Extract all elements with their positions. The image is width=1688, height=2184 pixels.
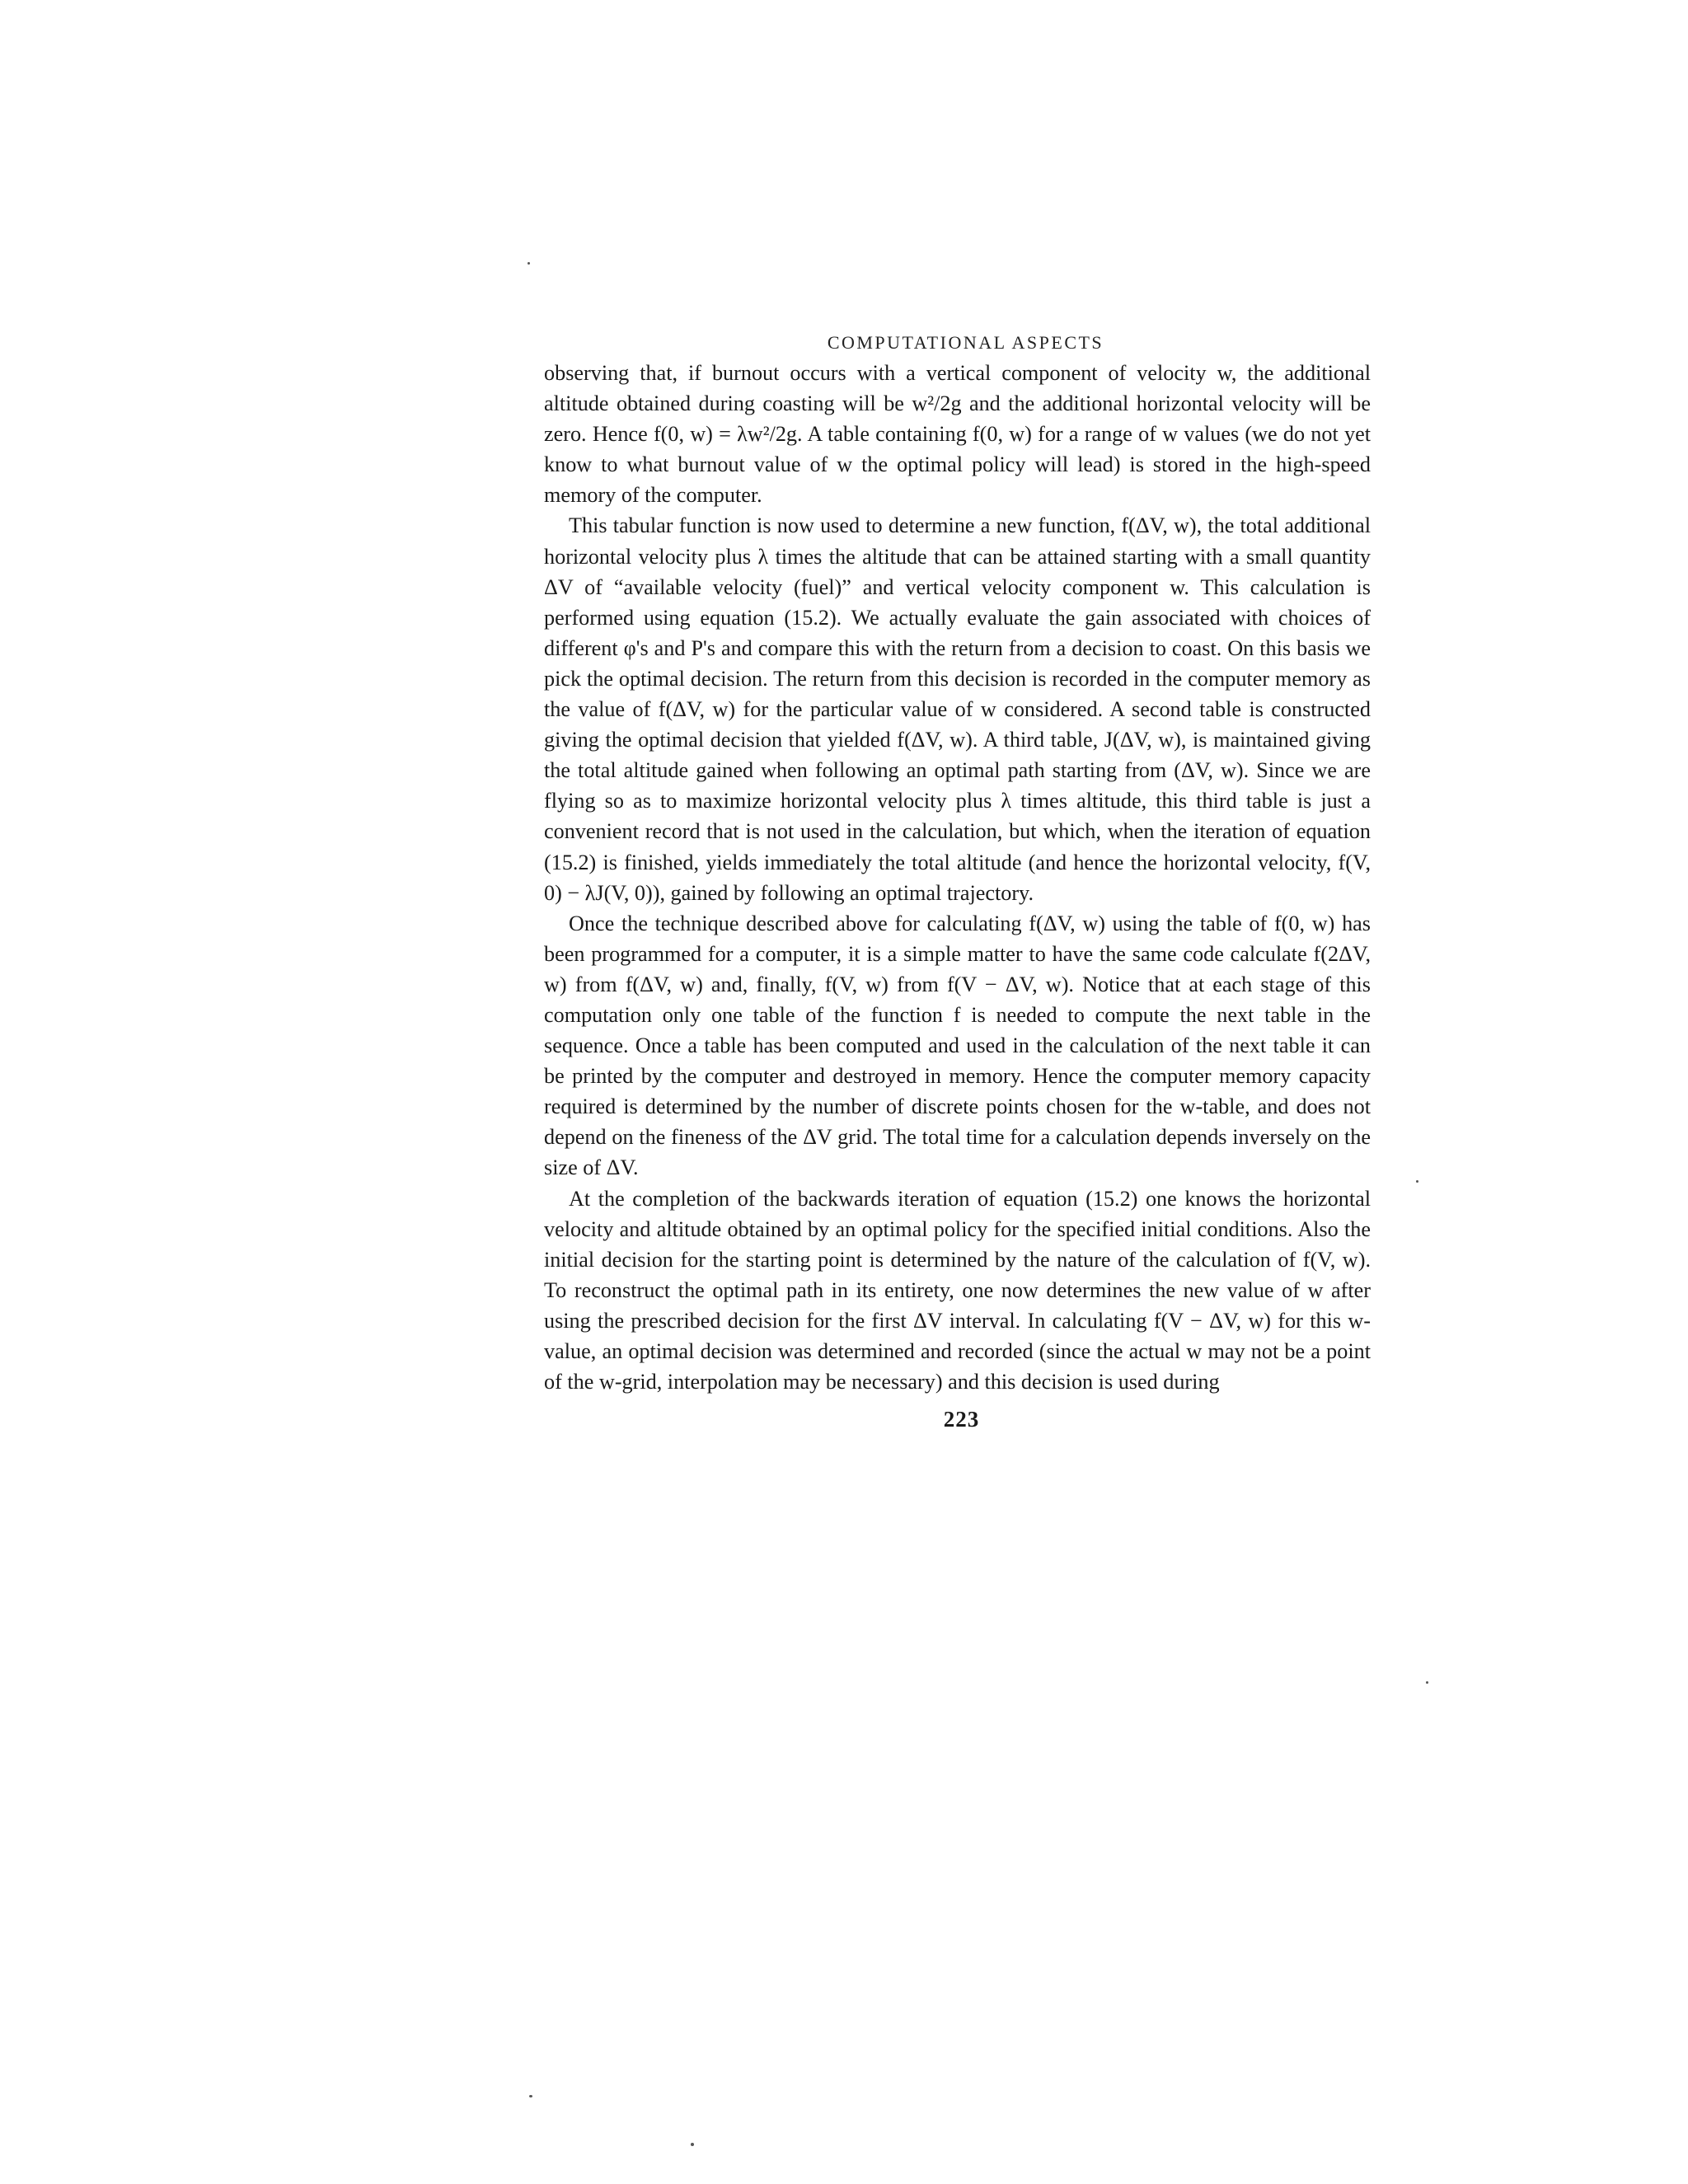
scan-speck — [529, 2095, 532, 2097]
paragraph-1: observing that, if burnout occurs with a vertical component of velocity w, the additional altitude obtained during coasting will be w²/2g and the additional horizontal velocity will be zero. Hence f(0, w) = λw²/2g. A table containing f(0, w) for a range of w values (we do not yet know to what burnout value of w the optimal policy will lead) is stored in the high-speed memory of the computer. — [544, 361, 1371, 508]
scan-speck — [1416, 1180, 1418, 1183]
scan-speck — [691, 2143, 694, 2146]
paragraph-2: This tabular function is now used to determine a new function, f(ΔV, w), the total additional horizontal velocity plus λ times the altitude that can be attained starting with a small quantity ΔV of “available velocity (fuel)” and vertical velocity component w. This calculation is performed using equation (15.2). We actually evaluate the gain associated with choices of different φ's and P's and compare this with the return from a decision to coast. On this basis we pick the optimal decision. The return from this decision is recorded in the computer memory as the value of f(ΔV, w) for the particular value of w considered. A second table is constructed giving the optimal decision that yielded f(ΔV, w). A third table, J(ΔV, w), is maintained giving the total altitude gained when following an optimal path starting from (ΔV, w). Since we are flying so as to maximize horizontal velocity plus λ times altitude, this third table is just a convenient record that is not used in the calculation, but which, when the iteration of equation (15.2) is finished, yields immediately the total altitude (and hence the horizontal velocity, f(V, 0) − λJ(V, 0)), gained by following an optimal trajectory. — [544, 513, 1371, 905]
scan-speck — [528, 262, 530, 265]
scan-speck — [1426, 1681, 1428, 1684]
running-head: COMPUTATIONAL ASPECTS — [827, 332, 1104, 353]
paragraph-4: At the completion of the backwards iteration of equation (15.2) one knows the horizontal velocity and altitude obtained by an optimal policy for the specified initial conditions. Also the initial decision for the starting point is determined by the nature of the calculation of f(V, w). To reconstruct the optimal path in its entirety, one now determines the new value of w after using the prescribed decision for the first ΔV interval. In calculating f(V − ΔV, w) for this w-value, an optimal decision was determined and recorded (since the actual w may not be a point of the w-grid, interpolation may be necessary) and this decision is used during — [544, 1186, 1371, 1394]
body-text — [544, 358, 1371, 1397]
page-number: 223 — [943, 1407, 980, 1432]
paragraph-3: Once the technique described above for calculating f(ΔV, w) using the table of f(0, w) has been programmed for a computer, it is a simple matter to have the same code calculate f(2ΔV, w) from f(ΔV, w) and, finally, f(V, w) from f(V − ΔV, w). Notice that at each stage of this computation only one table of the function f is needed to compute the next table in the sequence. Once a table has been computed and used in the calculation of the next table it can be printed by the computer and destroyed in memory. Hence the computer memory capacity required is determined by the number of discrete points chosen for the w-table, and does not depend on the fineness of the ΔV grid. The total time for a calculation depends inversely on the size of ΔV. — [544, 911, 1371, 1180]
book-page — [544, 328, 1371, 1432]
